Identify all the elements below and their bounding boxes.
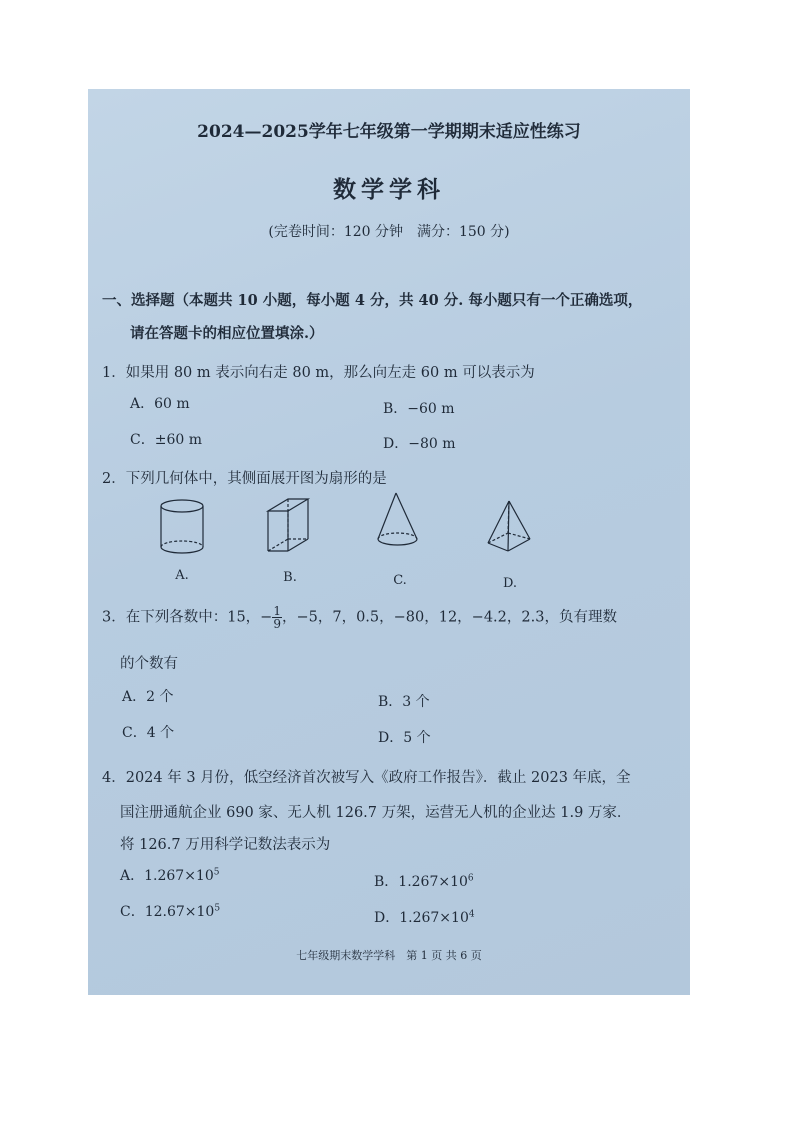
q2-stem: 2．下列几何体中，其侧面展开图为扇形的是	[102, 471, 387, 487]
q3-stem-line2: 的个数有	[120, 656, 178, 672]
q4-line1: 4．2024 年 3 月份，低空经济首次被写入《政府工作报告》．截止 2023 年底，全	[102, 770, 631, 786]
section-heading-line1: 一、选择题（本题共 10 小题，每小题 4 分，共 40 分. 每小题只有一个正确选项，	[102, 292, 643, 309]
q3-stem-start: 3．在下列各数中：15，−	[102, 609, 273, 626]
q1-option-a: A．60 m	[130, 396, 190, 412]
q1-option-c: C．±60 m	[130, 432, 202, 448]
q1-stem: 1．如果用 80 m 表示向右走 80 m，那么向左走 60 m 可以表示为	[102, 365, 535, 381]
exam-title: 2024—2025学年七年级第一学期期末适应性练习	[197, 122, 581, 142]
q4-option-d	[374, 907, 475, 927]
cone-figure	[378, 493, 417, 545]
q3-fraction-denominator: 9	[273, 617, 281, 631]
q4-option-d-exponent: 4	[468, 909, 475, 920]
q4-option-b	[374, 871, 474, 891]
q4-line3: 将 126.7 万用科学记数法表示为	[120, 837, 331, 853]
page-footer: 七年级期末数学学科 第 1 页 共 6 页	[296, 949, 482, 962]
q4-option-c	[120, 901, 220, 921]
q4-option-a-base: A．1.267×10	[120, 868, 214, 884]
q4-option-a-exponent: 5	[213, 867, 220, 878]
exam-page	[88, 89, 690, 995]
q4-option-c-base: C．12.67×10	[120, 904, 215, 920]
q2-label-c: C.	[393, 573, 407, 588]
q1-option-b: B．−60 m	[383, 401, 455, 417]
q3-stem	[102, 605, 617, 630]
q3-fraction	[272, 605, 282, 630]
exam-info: (完卷时间：120 分钟 满分：150 分)	[268, 224, 510, 240]
q4-option-d-base: D．1.267×10	[374, 910, 469, 926]
q1-option-d: D．−80 m	[383, 436, 456, 452]
prism-figure	[268, 499, 308, 551]
q4-option-b-exponent: 6	[467, 873, 474, 884]
q4-option-b-base: B．1.267×10	[374, 874, 468, 890]
q2-label-a: A.	[175, 568, 189, 583]
q3-option-a: A．2 个	[122, 689, 174, 705]
q4-option-a	[120, 865, 219, 885]
q3-fraction-numerator: 1	[273, 604, 281, 618]
q3-option-d: D．5 个	[378, 730, 431, 746]
cylinder-figure	[161, 500, 203, 553]
subject-title: 数学学科	[333, 176, 445, 203]
q2-label-b: B.	[283, 570, 297, 585]
q3-stem-end: ，−5，7，0.5，−80，12，−4.2，2.3，负有理数	[281, 609, 617, 626]
pyramid-figure	[488, 501, 530, 551]
q2-solids-figure	[158, 489, 578, 589]
q3-option-c: C．4 个	[122, 725, 175, 741]
q2-label-d: D.	[502, 576, 518, 589]
q4-line2: 国注册通航企业 690 家、无人机 126.7 万架，运营无人机的企业达 1.9 万家．	[120, 805, 632, 821]
q4-option-c-exponent: 5	[214, 903, 221, 914]
section-heading-line2: 请在答题卡的相应位置填涂.）	[130, 325, 324, 342]
q3-option-b: B．3 个	[378, 694, 430, 710]
